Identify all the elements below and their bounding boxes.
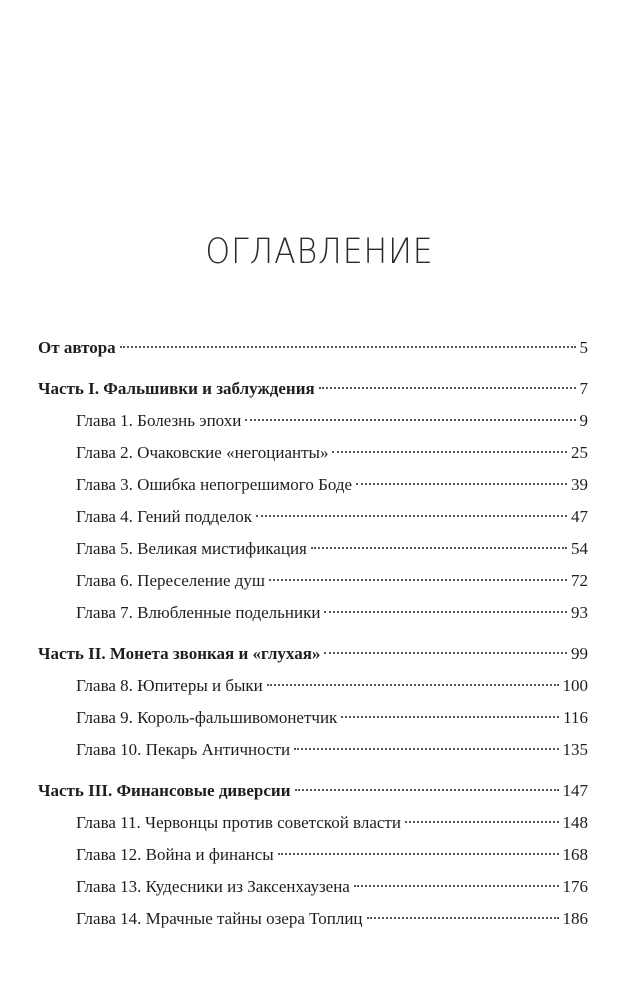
toc-entry-label: Глава 9. Король-фальшивомонетчик [76,708,338,727]
toc-entry-label: Глава 12. Война и финансы [76,845,274,864]
toc-entry-page: 9 [579,411,588,430]
toc-entry-chapter-5[interactable] [38,533,588,565]
toc-entry-label: Глава 10. Пекарь Античности [76,740,291,759]
toc-entry-chapter-1[interactable] [38,405,588,437]
toc-entry-page: 186 [562,909,588,928]
toc-entry-chapter-4[interactable] [38,501,588,533]
dot-leader [319,387,576,389]
toc-entry-label: Часть III. Финансовые диверсии [38,781,291,800]
toc-entry-label: Глава 8. Юпитеры и быки [76,676,263,695]
dot-leader [405,821,559,823]
dot-leader [267,684,559,686]
toc-entry-page: 148 [562,813,588,832]
toc-entry-page: 168 [562,845,588,864]
toc-entry-page: 47 [571,507,588,526]
table-of-contents [38,332,588,935]
toc-entry-label: Глава 3. Ошибка непогрешимого Боде [76,475,353,494]
toc-entry-page: 100 [562,676,588,695]
toc-entry-page: 99 [571,644,588,663]
dot-leader [278,853,559,855]
toc-entry-label: Глава 13. Кудесники из Заксенхаузена [76,877,350,896]
toc-entry-page: 135 [562,740,588,759]
toc-entry-page: 39 [571,475,588,494]
toc-entry-label: Глава 5. Великая мистификация [76,539,307,558]
dot-leader [332,451,567,453]
toc-entry-chapter-2[interactable] [38,437,588,469]
dot-leader [356,483,567,485]
toc-entry-page: 93 [571,603,588,622]
toc-entry-label: Глава 1. Болезнь эпохи [76,411,242,430]
toc-entry-part-2[interactable] [38,638,588,670]
toc-entry-chapter-13[interactable] [38,871,588,903]
dot-leader [341,716,559,718]
dot-leader [120,346,576,348]
toc-entry-chapter-8[interactable] [38,670,588,702]
toc-entry-part-3[interactable] [38,775,588,807]
toc-entry-page: 72 [571,571,588,590]
dot-leader [324,652,567,654]
dot-leader [245,419,575,421]
toc-entry-label: Часть II. Монета звонкая и «глухая» [38,644,321,663]
toc-entry-label: Глава 6. Переселение душ [76,571,266,590]
toc-entry-page: 116 [563,708,588,727]
toc-entry-chapter-11[interactable] [38,807,588,839]
dot-leader [354,885,559,887]
toc-entry-chapter-3[interactable] [38,469,588,501]
toc-entry-label: Глава 4. Гений подделок [76,507,252,526]
toc-entry-label: Часть I. Фальшивки и заблуждения [38,379,315,398]
toc-entry-chapter-12[interactable] [38,839,588,871]
toc-entry-part-1[interactable] [38,373,588,405]
dot-leader [269,579,567,581]
toc-entry-page: 7 [579,379,588,398]
toc-entry-page: 5 [579,338,588,357]
toc-entry-chapter-7[interactable] [38,597,588,629]
toc-entry-chapter-9[interactable] [38,702,588,734]
page-title: ОГЛАВЛЕНИЕ [205,232,434,272]
toc-entry-label: Глава 11. Червонцы против советской власти [76,813,401,832]
toc-entry-label: Глава 7. Влюбленные подельники [76,603,321,622]
toc-entry-preface[interactable] [38,332,588,364]
toc-entry-chapter-14[interactable] [38,903,588,935]
toc-entry-page: 176 [562,877,588,896]
toc-entry-label: Глава 14. Мрачные тайны озера Топлиц [76,909,363,928]
toc-entry-page: 25 [571,443,588,462]
dot-leader [295,789,559,791]
toc-entry-label: От автора [38,338,116,357]
dot-leader [311,547,567,549]
dot-leader [294,748,558,750]
toc-entry-label: Глава 2. Очаковские «негоцианты» [76,443,329,462]
toc-entry-page: 147 [562,781,588,800]
toc-entry-page: 54 [571,539,588,558]
dot-leader [324,611,567,613]
dot-leader [256,515,567,517]
toc-entry-chapter-10[interactable] [38,734,588,766]
dot-leader [367,917,559,919]
toc-entry-chapter-6[interactable] [38,565,588,597]
